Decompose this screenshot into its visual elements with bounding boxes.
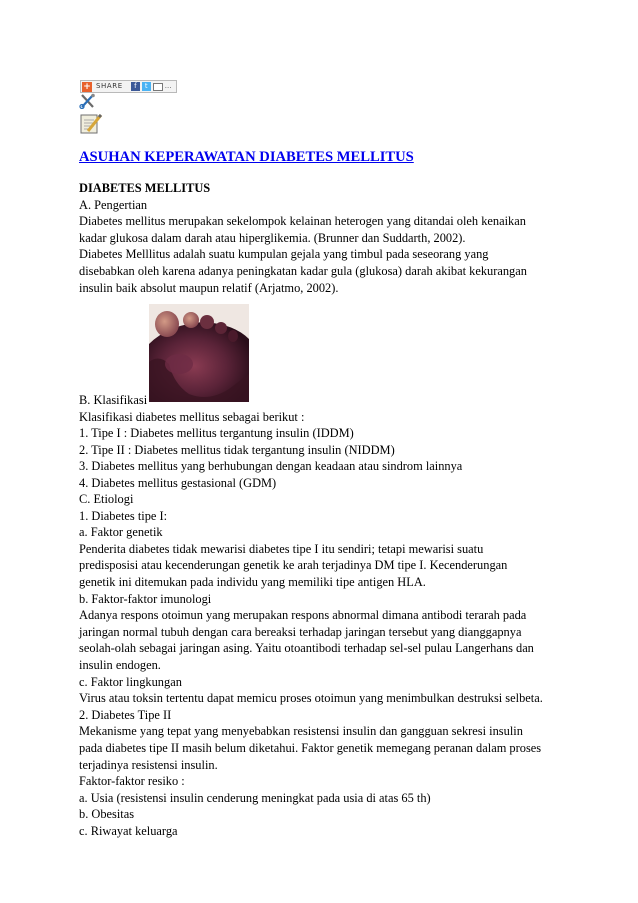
list-item: 1. Tipe I : Diabetes mellitus tergantung insulin (IDDM) (79, 426, 354, 441)
section-c-label: C. Etiologi (79, 492, 134, 506)
paragraph-line: terjadinya resistensi insulin. (79, 757, 218, 772)
paragraph-line: Diabetes Melllitus adalah suatu kumpulan gejala yang timbul pada seseorang yang (79, 247, 489, 262)
paragraph-line: Faktor-faktor resiko : (79, 774, 185, 789)
section-c (79, 491, 559, 839)
share-button[interactable] (80, 80, 177, 93)
list-item: a. Usia (resistensi insulin cenderung meningkat pada usia di atas 65 th) (79, 790, 431, 805)
section-b-label: B. Klasifikasi (79, 393, 148, 407)
notepad-pencil-icon[interactable] (79, 111, 103, 135)
paragraph-line: genetik ini ditemukan pada individu yang memiliki tipe antigen HLA. (79, 574, 426, 589)
list-item: c. Riwayat keluarga (79, 823, 178, 838)
paragraph-line: a. Faktor genetik (79, 525, 163, 540)
article-title-link[interactable]: ASUHAN KEPERAWATAN DIABETES MELLITUS (79, 149, 414, 165)
paragraph-line: seolah-olah sebagai jaringan asing. Yaitu otoantibodi terhadap sel-sel pulau Langerhans dan (79, 641, 534, 656)
paragraph-line: insulin baik absolut maupun relatif (Arjatmo, 2002). (79, 280, 339, 295)
list-item: 3. Diabetes mellitus yang berhubungan dengan keadaan atau sindrom lainnya (79, 459, 463, 474)
paragraph-line: kadar glukosa dalam darah atau hiperglikemia. (Brunner dan Suddarth, 2002). (79, 230, 466, 245)
email-icon[interactable] (153, 83, 163, 91)
diabetic-foot-photo (149, 304, 249, 402)
paragraph-line: Penderita diabetes tidak mewarisi diabetes tipe I itu sendiri; tetapi mewarisi suatu (79, 541, 484, 556)
paragraph-line: disebabkan oleh karena adanya peningkatan kadar gula (glukosa) darah akibat kekurangan (79, 263, 527, 278)
share-more[interactable]: ... (164, 82, 172, 90)
share-label: SHARE (96, 82, 123, 91)
paragraph-line: Adanya respons otoimun yang merupakan respons abnormal dimana antibodi terarah pada (79, 608, 527, 623)
twitter-icon[interactable]: t (142, 82, 151, 91)
section-a (79, 180, 559, 296)
section-a-label: A. Pengertian (79, 197, 148, 212)
article-heading: DIABETES MELLITUS (79, 181, 211, 195)
list-item: b. Obesitas (79, 807, 135, 822)
paragraph-line: pada diabetes tipe II masih belum diketahui. Faktor genetik memegang peranan dalam proses (79, 740, 542, 755)
paragraph-line: jaringan normal tubuh dengan cara bereaksi terhadap jaringan tersebut yang dianggapnya (79, 624, 522, 639)
facebook-icon[interactable]: f (131, 82, 140, 91)
scissors-wrench-icon[interactable] (79, 93, 96, 109)
paragraph-line: b. Faktor-faktor imunologi (79, 591, 212, 606)
paragraph-line: Klasifikasi diabetes mellitus sebagai berikut : (79, 409, 305, 424)
paragraph-line: Virus atau toksin tertentu dapat memicu proses otoimun yang menimbulkan destruksi selbeta. (79, 691, 543, 706)
paragraph-line: insulin endogen. (79, 657, 161, 672)
paragraph-line: Diabetes mellitus merupakan sekelompok kelainan heterogen yang ditandai oleh kenaikan (79, 214, 526, 229)
paragraph-line: predisposisi atau kecenderungan genetik ke arah terjadinya DM tipe I. Kecenderungan (79, 558, 508, 573)
share-service-icons (131, 82, 172, 91)
list-item: 4. Diabetes mellitus gestasional (GDM) (79, 475, 277, 490)
paragraph-line: 1. Diabetes tipe I: (79, 508, 168, 523)
paragraph-line: Mekanisme yang tepat yang menyebabkan resistensi insulin dan gangguan sekresi insulin (79, 724, 523, 739)
list-item: 2. Tipe II : Diabetes mellitus tidak tergantung insulin (NIDDM) (79, 442, 395, 457)
paragraph-line: 2. Diabetes Tipe II (79, 707, 172, 722)
section-b (79, 392, 559, 492)
plus-icon: + (83, 81, 91, 92)
paragraph-line: c. Faktor lingkungan (79, 674, 182, 689)
